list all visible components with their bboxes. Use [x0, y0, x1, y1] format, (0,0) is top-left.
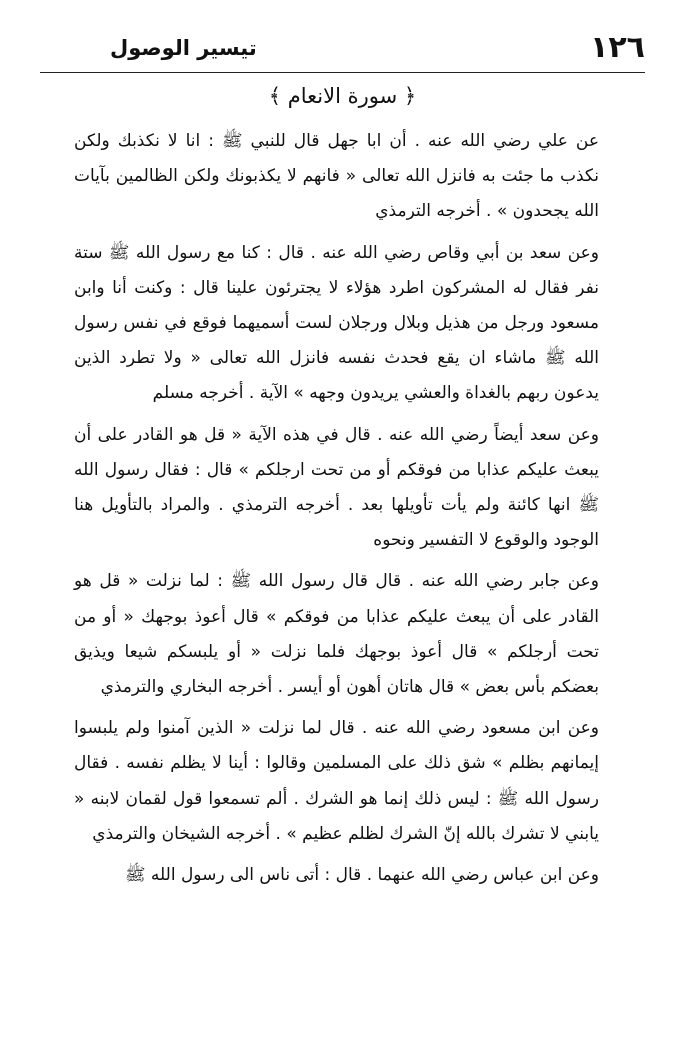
- running-title: تيسير الوصول: [110, 36, 257, 60]
- page-number: ١٢٦: [590, 30, 645, 65]
- paragraph-6: وعن ابن عباس رضي الله عنهما . قال : أتى ناس الى رسول الله ﷺ: [124, 865, 599, 886]
- paragraph-1: عن علي رضي الله عنه . أن ابا جهل قال للنبي ﷺ : انا لا نكذبك ولكن نكذب ما جئت به فانزل الله تعالى « فانهم لا يكذبونك ولكن الظالمين بآيات الله يجحدون » . أخرجه الترمذي: [74, 131, 599, 222]
- page-header: [40, 28, 645, 74]
- header-rule: [40, 72, 645, 73]
- body-text: [74, 124, 599, 893]
- paragraph-4: وعن جابر رضي الله عنه . قال قال رسول الله ﷺ : لما نزلت « قل هو القادر على أن يبعث عليكم عذابا من فوقكم » قال أعوذ بوجهك « أو من تحت أرجلكم » قال أعوذ بوجهك فلما نزلت « أو يلبسكم شيعا ويذيق بعضكم بأس بعض » قال هاتان أهون أو أيسر . أخرجه البخاري والترمذي: [74, 571, 599, 698]
- paragraph-2: وعن سعد بن أبي وقاص رضي الله عنه . قال : كنا مع رسول الله ﷺ ستة نفر فقال له المشركون اطرد هؤلاء لا يجترئون علينا قال : وكنت أنا وابن مسعود ورجل من هذيل وبلال ورجلان لست أسميهما فوقع في نفس رسول الله ﷺ ماشاء ان يقع فحدث نفسه فانزل الله تعالى « ولا تطرد الذين يدعون ربهم بالغداة والعشي يريدون وجهه » الآية . أخرجه مسلم: [74, 242, 599, 404]
- surah-title: ﴿ سورة الانعام ﴾: [268, 84, 417, 108]
- paragraph-3: وعن سعد أيضاً رضي الله عنه . قال في هذه الآية « قل هو القادر على أن يبعث عليكم عذابا من فوقكم أو من تحت ارجلكم » قال : فقال رسول الله ﷺ انها كائنة ولم يأت تأويلها بعد . أخرجه الترمذي . والمراد بالتأويل هنا الوجود والوقوع لا التفسير ونحوه: [74, 424, 599, 551]
- paragraph-5: وعن ابن مسعود رضي الله عنه . قال لما نزلت « الذين آمنوا ولم يلبسوا إيمانهم بظلم » شق ذلك على المسلمين وقالوا : أينا لا يظلم نفسه . فقال رسول الله ﷺ : ليس ذلك إنما هو الشرك . ألم تسمعوا قول لقمان لابنه « يابني لا تشرك بالله إنّ الشرك لظلم عظيم » . أخرجه الشيخان والترمذي: [74, 718, 599, 844]
